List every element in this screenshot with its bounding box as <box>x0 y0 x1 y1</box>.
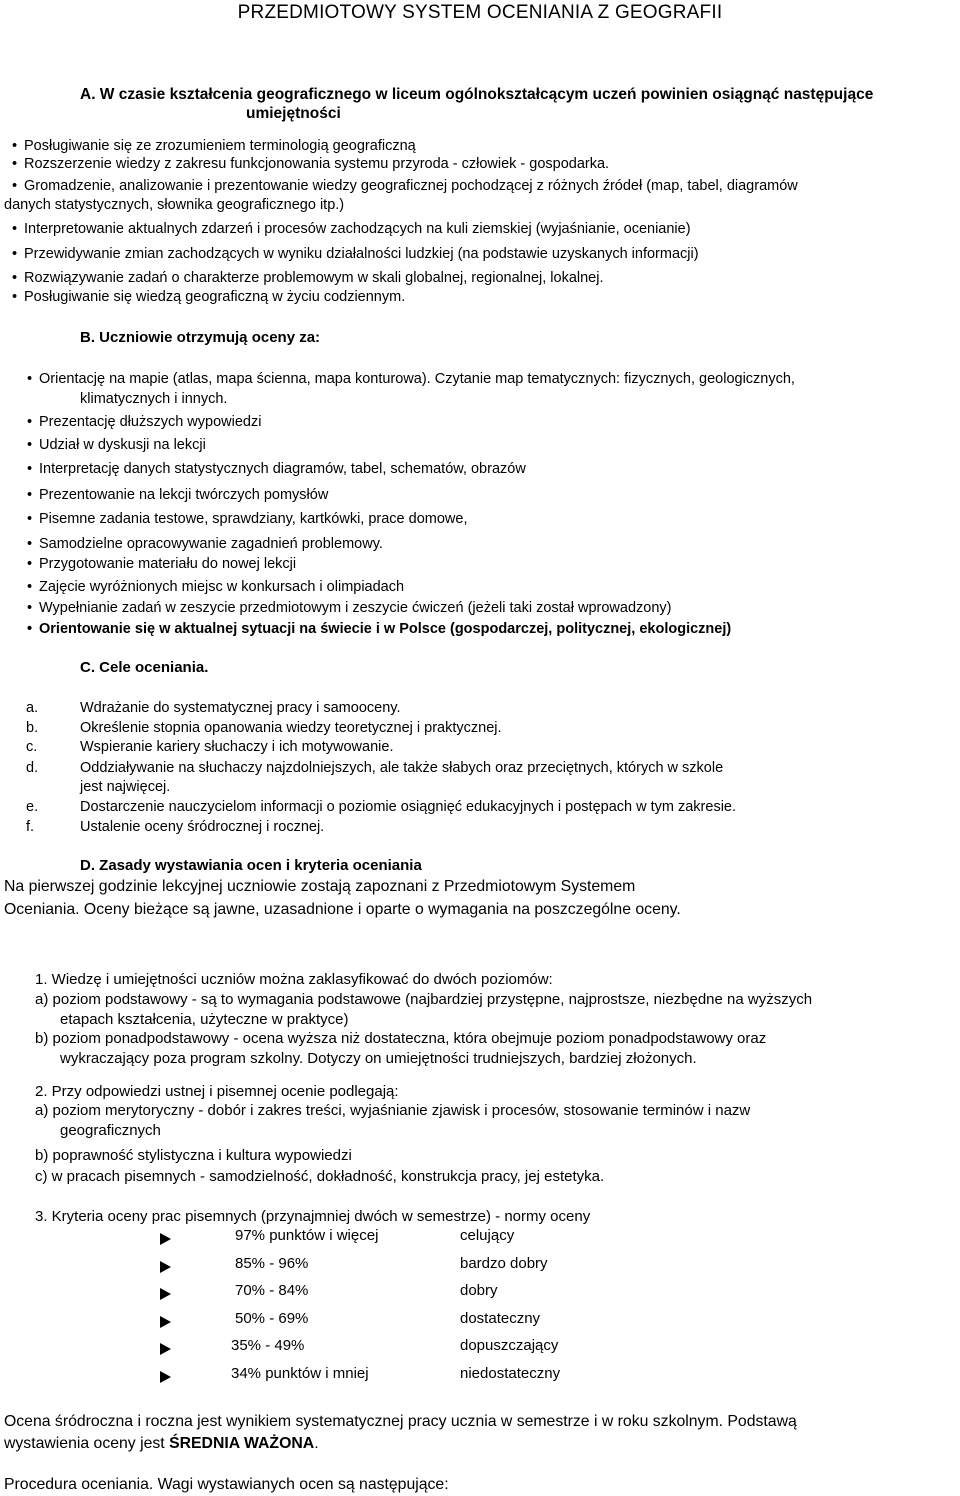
paragraph: Oceniania. Oceny bieżące są jawne, uzasadnione i oparte o wymagania na poszczególne oceny. <box>4 901 681 918</box>
grade-name: bardzo dobry <box>460 1255 548 1272</box>
list-letter: b. <box>26 720 39 736</box>
text-span: . <box>314 1435 319 1452</box>
section-b-heading: B. Uczniowie otrzymują oceny za: <box>80 329 321 346</box>
list-item: • Przygotowanie materiału do nowej lekcji <box>39 556 296 572</box>
list-item: Wdrażanie do systematycznej pracy i samooceny. <box>80 700 401 716</box>
paragraph: geograficznych <box>60 1122 161 1139</box>
list-item: • Pisemne zadania testowe, sprawdziany, kartkówki, prace domowe, <box>39 511 468 527</box>
list-item-cont: jest najwięcej. <box>80 779 171 795</box>
arrow-right-icon <box>160 1233 171 1245</box>
paragraph: 3. Kryteria oceny prac pisemnych (przynajmniej dwóch w semestrze) - normy oceny <box>35 1208 591 1225</box>
grade-range: 70% - 84% <box>235 1282 309 1299</box>
list-item: • Samodzielne opracowywanie zagadnień problemowy. <box>39 536 383 552</box>
list-item: • Interpretowanie aktualnych zdarzeń i procesów zachodzących na kuli ziemskiej (wyjaśnianie, ocenianie) <box>24 221 691 237</box>
list-letter: a. <box>26 700 39 716</box>
list-letter: c. <box>26 739 38 755</box>
arrow-right-icon <box>160 1316 171 1328</box>
grade-name: dostateczny <box>460 1310 541 1327</box>
paragraph: a) poziom podstawowy - są to wymagania podstawowe (najbardziej przystępne, najprostsze, niezbędne na wyższych <box>35 991 813 1008</box>
paragraph: b) poziom ponadpodstawowy - ocena wyższa niż dostateczna, która obejmuje poziom ponadpodstawowy oraz <box>35 1030 767 1047</box>
list-item: • Posługiwanie się wiedzą geograficzną w życiu codziennym. <box>24 289 405 305</box>
emphasis-text: ŚREDNIA WAŻONA <box>169 1435 315 1452</box>
list-item: Dostarczenie nauczycielom informacji o poziomie osiągnięć edukacyjnych i postępach w tym zakresie. <box>80 799 737 815</box>
paragraph <box>4 1435 319 1453</box>
grade-name: celujący <box>460 1227 515 1244</box>
text-span: wystawienia oceny jest <box>4 1435 170 1452</box>
section-c-heading: C. Cele oceniania. <box>80 659 209 676</box>
list-item: • Gromadzenie, analizowanie i prezentowanie wiedzy geograficznej pochodzącej z różnych źródeł (map, tabel, diagramów <box>24 178 798 194</box>
list-item: • Interpretację danych statystycznych diagramów, tabel, schematów, obrazów <box>39 461 526 477</box>
list-item: • Wypełnianie zadań w zeszycie przedmiotowym i zeszycie ćwiczeń (jeżeli taki został wprowadzony) <box>39 600 671 616</box>
grade-range: 34% punktów i mniej <box>231 1365 369 1382</box>
list-item: Ustalenie oceny śródrocznej i rocznej. <box>80 819 325 835</box>
page-title: PRZEDMIOTOWY SYSTEM OCENIANIA Z GEOGRAFII <box>237 2 723 23</box>
list-item-cont: danych statystycznych, słownika geograficznego itp.) <box>4 197 345 213</box>
list-item: • Posługiwanie się ze zrozumieniem terminologią geograficzną <box>24 138 416 154</box>
arrow-right-icon <box>160 1288 171 1300</box>
grade-range: 35% - 49% <box>231 1337 305 1354</box>
list-letter: e. <box>26 799 39 815</box>
grade-name: dopuszczający <box>460 1337 559 1354</box>
list-item-cont: klimatycznych i innych. <box>80 391 228 407</box>
list-item: • Orientowanie się w aktualnej sytuacji na świecie i w Polsce (gospodarczej, politycznej, ekologicznej) <box>39 621 731 637</box>
paragraph: a) poziom merytoryczny - dobór i zakres treści, wyjaśnianie zjawisk i procesów, stosowanie terminów i nazw <box>35 1102 751 1119</box>
paragraph: c) w pracach pisemnych - samodzielność, dokładność, konstrukcja pracy, jej estetyka. <box>35 1168 605 1185</box>
list-letter: d. <box>26 760 39 776</box>
grade-range: 85% - 96% <box>235 1255 309 1272</box>
list-item: • Rozszerzenie wiedzy z zakresu funkcjonowania systemu przyroda - człowiek - gospodarka. <box>24 156 609 172</box>
grade-name: niedostateczny <box>460 1365 561 1382</box>
list-item: • Prezentację dłuższych wypowiedzi <box>39 414 261 430</box>
list-item: Wspieranie kariery słuchaczy i ich motywowanie. <box>80 739 394 755</box>
arrow-right-icon <box>160 1371 171 1383</box>
paragraph: 2. Przy odpowiedzi ustnej i pisemnej ocenie podlegają: <box>35 1083 399 1100</box>
section-a-heading: A. W czasie kształcenia geograficznego w liceum ogólnokształcącym uczeń powinien osiągnąć następujące <box>80 86 874 103</box>
paragraph: Ocena śródroczna i roczna jest wynikiem systematycznej pracy ucznia w semestrze i w roku szkolnym. Podstawą <box>4 1413 797 1430</box>
list-item: Określenie stopnia opanowania wiedzy teoretycznej i praktycznej. <box>80 720 502 736</box>
arrow-right-icon <box>160 1261 171 1273</box>
list-letter: f. <box>26 819 35 835</box>
list-item: • Przewidywanie zmian zachodzących w wyniku działalności ludzkiej (na podstawie uzyskanych informacji) <box>24 246 699 262</box>
arrow-right-icon <box>160 1343 171 1355</box>
paragraph: etapach kształcenia, użyteczne w praktyce) <box>60 1011 349 1028</box>
grade-name: dobry <box>460 1282 498 1299</box>
list-item: • Udział w dyskusji na lekcji <box>39 437 206 453</box>
paragraph: Procedura oceniania. Wagi wystawianych ocen są następujące: <box>4 1476 449 1493</box>
grade-range: 50% - 69% <box>235 1310 309 1327</box>
list-item: • Prezentowanie na lekcji twórczych pomysłów <box>39 487 328 503</box>
grade-range: 97% punktów i więcej <box>235 1227 379 1244</box>
list-item: • Zajęcie wyróżnionych miejsc w konkursach i olimpiadach <box>39 579 404 595</box>
list-item: Oddziaływanie na słuchaczy najzdolniejszych, ale także słabych oraz przeciętnych, których w szkole <box>80 760 724 776</box>
list-item: • Orientację na mapie (atlas, mapa ścienna, mapa konturowa). Czytanie map tematycznych: fizycznych, geologicznych, <box>39 371 795 387</box>
paragraph: Na pierwszej godzinie lekcyjnej uczniowie zostają zapoznani z Przedmiotowym Systemem <box>4 878 636 895</box>
paragraph: b) poprawność stylistyczna i kultura wypowiedzi <box>35 1147 352 1164</box>
paragraph: wykraczający poza program szkolny. Dotyczy on umiejętności trudniejszych, bardziej złożonych. <box>60 1050 697 1067</box>
section-a-heading-cont: umiejętności <box>246 105 341 122</box>
list-item: • Rozwiązywanie zadań o charakterze problemowym w skali globalnej, regionalnej, lokalnej. <box>24 270 604 286</box>
paragraph: 1. Wiedzę i umiejętności uczniów można zaklasyfikować do dwóch poziomów: <box>35 971 553 988</box>
section-d-heading: D. Zasady wystawiania ocen i kryteria oceniania <box>80 857 422 874</box>
